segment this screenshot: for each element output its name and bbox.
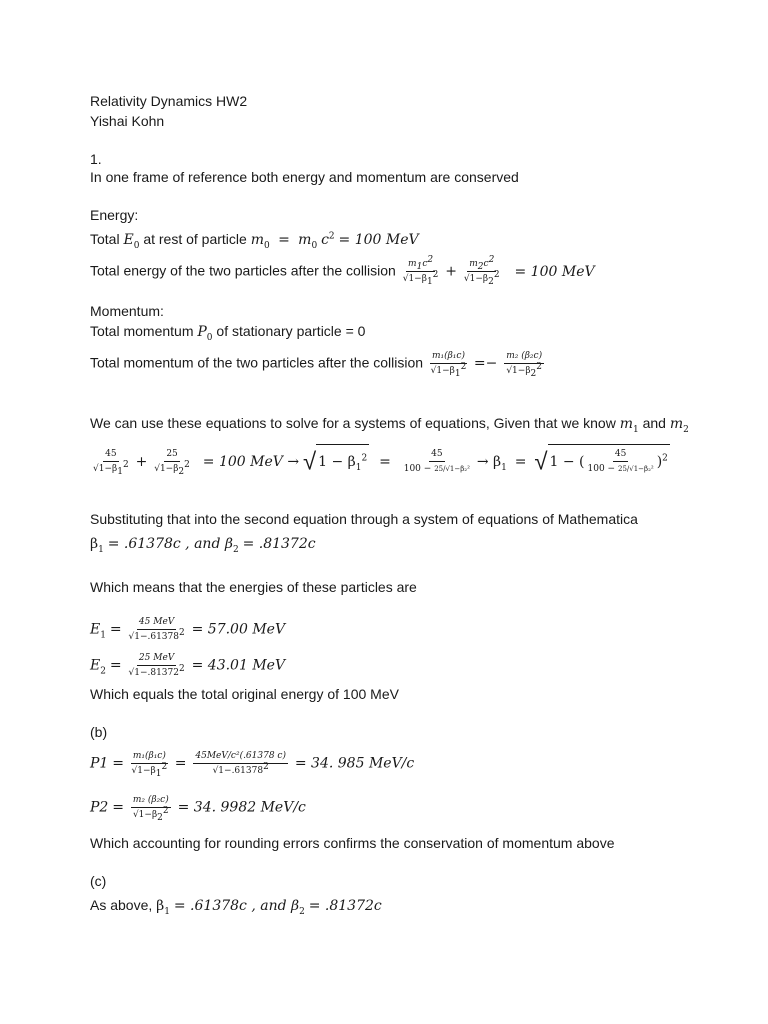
part-c-line: As above, $\beta_1 = .61378c$ , and $\beta_2 = .81372c$: [90, 897, 382, 917]
fraction: $\frac{\text{25 MeV}}{√1-.81372^2}$: [128, 653, 185, 678]
sqrt-expression: √ $1 - \beta_1^2$: [303, 444, 369, 477]
momentum-heading: Momentum:: [90, 303, 164, 319]
p2-line: P2 = $\frac{\text{m₂ (β₂c)}}{√1-\beta_2^2}$ = 34. 9982 MeV/c: [90, 795, 306, 823]
momentum-after-collision-line: Total momentum of the two particles after the collision $\frac{\text{m₁(β₁c)}}{√1-\beta_1^2}$ =− $\frac{\text{m₂ (β₂c)}}{√1-\beta_2^2}$: [90, 351, 543, 379]
sqrt-expression: √ 1 − ( $\frac{45}{\text{100 − 25/√1−β₂²}}$ )$^2$: [534, 444, 670, 477]
fraction: $\frac{\text{m₁(β₁c)}}{√1-\beta_1^2}$: [430, 351, 467, 379]
fraction: $\frac{\text{m₂ (β₂c)}}{√1-\beta_2^2}$: [506, 351, 543, 379]
document-title: Relativity Dynamics HW2: [90, 93, 248, 109]
equals-total-text: Which equals the total original energy of 100 MeV: [90, 686, 399, 702]
fraction: $\frac{\text{45MeV/c²(.61378 c)}}{√1-.61378^2}$: [195, 751, 286, 776]
part-b-label: (b): [90, 724, 108, 740]
beta-result-line: $\beta_1 = .61378c$ , and $\beta_2 = .81372c$: [90, 536, 316, 555]
e2-line: $E_2$ = $\frac{\text{25 MeV}}{√1-.81372^2}$ = 43.01 MeV: [90, 653, 286, 678]
beta-derivation-line: $\frac{45}{√1-\beta_1^2}$ + $\frac{25}{√1-\beta_2^2}$ = 100 MeV → √ $1 - \beta_1^2$ = $\frac{45}{\text{100 − 25/√1−β₂²}}$ → $\beta_1$ = √ 1 − ( $\frac{45}{\text{100 − 25/√1−β₂²}}$ )$^2$: [90, 444, 670, 477]
solve-text-line: We can use these equations to solve for a systems of equations, Given that we know $m_1$ and $m_2$: [90, 415, 689, 435]
fraction: $\frac{m_1c^2}{√1-\beta_1^2}$: [402, 255, 439, 287]
fraction: $\frac{m_2c^2}{√1-\beta_2^2}$: [463, 255, 500, 287]
fraction: $\frac{45}{\text{100 − 25/√1−β₂²}}$: [403, 449, 470, 475]
fraction: $\frac{\text{m₁(β₁c)}}{√1-\beta_1^2}$: [131, 751, 168, 779]
p1-line: P1 = $\frac{\text{m₁(β₁c)}}{√1-\beta_1^2}$ = $\frac{\text{45MeV/c²(.61378 c)}}{√1-.61378^2}$ = 34. 985 MeV/c: [90, 751, 415, 779]
author-name: Yishai Kohn: [90, 113, 165, 129]
substitution-text: Substituting that into the second equation through a system of equations of Mathematica: [90, 511, 638, 527]
fraction: $\frac{45}{√1-\beta_1^2}$: [93, 449, 129, 478]
energy-after-collision-line: Total energy of the two particles after the collision $\frac{m_1c^2}{√1-\beta_1^2}$ + $\frac{m_2c^2}{√1-\beta_2^2}$ = 100 MeV: [90, 255, 595, 287]
fraction: $\frac{\text{45 MeV}}{√1-.61378^2}$: [128, 617, 185, 642]
confirm-text: Which accounting for rounding errors confirms the conservation of momentum above: [90, 835, 615, 851]
document-page: [90, 0, 740, 1024]
stationary-momentum-line: Total momentum $P_0$ of stationary particle = 0: [90, 323, 366, 343]
e1-line: $E_1$ = $\frac{\text{45 MeV}}{√1-.61378^2}$ = 57.00 MeV: [90, 617, 286, 642]
question-number: 1.: [90, 151, 102, 167]
part-c-label: (c): [90, 873, 107, 889]
intro-text: In one frame of reference both energy and momentum are conserved: [90, 169, 519, 185]
energy-heading: Energy:: [90, 207, 139, 223]
fraction: $\frac{25}{√1-\beta_2^2}$: [154, 449, 190, 478]
energies-text: Which means that the energies of these particles are: [90, 579, 417, 595]
fraction: $\frac{\text{m₂ (β₂c)}}{√1-\beta_2^2}$: [132, 795, 169, 823]
rest-energy-line: Total $E_0$ at rest of particle $m_0 = m_0$ $c^2 = 100$ MeV: [90, 231, 419, 251]
